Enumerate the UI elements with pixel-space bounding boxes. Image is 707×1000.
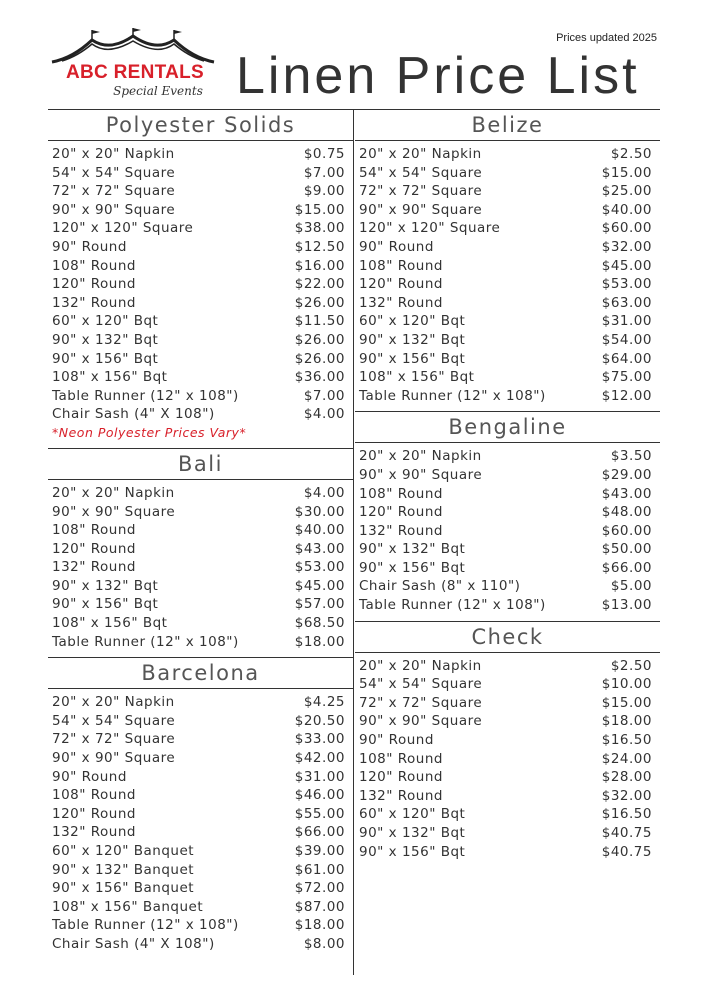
item-price: $16.50 <box>601 732 652 749</box>
section-title: Belize <box>355 110 660 141</box>
item-price: $12.00 <box>601 387 652 404</box>
item-price: $20.50 <box>294 712 345 729</box>
item-name: 108" x 156" Bqt <box>52 615 168 632</box>
item-list <box>355 443 660 620</box>
item-price: $3.50 <box>610 448 652 465</box>
price-row <box>359 768 652 787</box>
item-name: Chair Sash (4" X 108") <box>52 935 215 952</box>
item-price: $22.00 <box>294 276 345 293</box>
price-row <box>359 559 652 578</box>
item-name: 120" Round <box>359 769 443 786</box>
price-row <box>359 503 652 522</box>
price-row <box>52 805 345 824</box>
item-name: 90" x 132" Bqt <box>359 541 466 558</box>
item-price: $31.00 <box>294 768 345 785</box>
item-price: $13.00 <box>601 597 652 614</box>
item-price: $32.00 <box>601 238 652 255</box>
price-row <box>52 201 345 220</box>
item-name: Table Runner (12" x 108") <box>52 633 239 650</box>
item-price: $4.00 <box>303 406 345 423</box>
item-name: 120" Round <box>359 504 443 521</box>
price-section <box>48 657 353 959</box>
item-price: $2.50 <box>610 146 652 162</box>
item-price: $18.00 <box>294 633 345 650</box>
price-row <box>52 558 345 577</box>
logo-name: ABC RENTALS <box>65 62 205 83</box>
price-row <box>52 768 345 787</box>
price-row <box>359 182 652 201</box>
price-section <box>48 448 353 657</box>
item-name: 90" x 90" Square <box>359 713 483 730</box>
item-name: 108" x 156" Bqt <box>359 369 475 386</box>
item-name: 90" Round <box>359 238 434 255</box>
price-row <box>359 466 652 485</box>
item-list <box>48 480 353 657</box>
price-row <box>52 145 345 164</box>
item-name: 90" x 90" Square <box>52 201 176 218</box>
item-price: $36.00 <box>294 369 345 386</box>
item-price: $16.50 <box>601 806 652 823</box>
item-name: 120" Round <box>359 276 443 293</box>
item-price: $24.00 <box>601 750 652 767</box>
item-price: $63.00 <box>601 294 652 311</box>
item-name: 90" Round <box>52 768 127 785</box>
item-price: $61.00 <box>294 861 345 878</box>
price-row <box>359 577 652 596</box>
item-name: 54" x 54" Square <box>52 712 176 729</box>
price-row <box>52 935 345 954</box>
item-name: 132" Round <box>359 522 443 539</box>
price-row <box>359 824 652 843</box>
item-price: $75.00 <box>601 369 652 386</box>
item-name: 90" x 156" Bqt <box>359 843 466 860</box>
item-price: $26.00 <box>294 331 345 348</box>
item-name: 90" x 156" Bqt <box>359 559 466 576</box>
item-name: 20" x 20" Napkin <box>359 657 482 674</box>
price-row <box>52 238 345 257</box>
price-row <box>359 294 652 313</box>
item-name: 90" x 156" Bqt <box>359 350 466 367</box>
price-row <box>359 712 652 731</box>
section-title: Bali <box>48 449 353 480</box>
item-price: $68.50 <box>294 615 345 632</box>
item-price: $60.00 <box>601 522 652 539</box>
item-name: 54" x 54" Square <box>52 164 176 181</box>
item-price: $30.00 <box>294 503 345 520</box>
logo <box>48 28 218 104</box>
price-row <box>359 657 652 676</box>
item-name: 120" x 120" Square <box>52 220 194 237</box>
right-column <box>355 110 660 867</box>
item-price: $8.00 <box>303 935 345 952</box>
item-list <box>355 653 660 868</box>
item-name: 108" Round <box>359 485 443 502</box>
item-price: $11.50 <box>294 313 345 330</box>
item-price: $55.00 <box>294 805 345 822</box>
price-row <box>52 312 345 331</box>
price-section <box>48 110 353 448</box>
item-price: $40.75 <box>601 843 652 860</box>
price-row <box>52 294 345 313</box>
item-name: 72" x 72" Square <box>52 183 176 200</box>
price-row <box>359 805 652 824</box>
item-price: $15.00 <box>601 164 652 181</box>
item-name: 90" x 132" Bqt <box>52 331 159 348</box>
item-list <box>48 689 353 959</box>
price-row <box>359 596 652 615</box>
price-row <box>52 633 345 652</box>
price-row <box>359 387 652 406</box>
item-price: $26.00 <box>294 294 345 311</box>
item-name: 90" x 156" Banquet <box>52 880 195 897</box>
item-price: $46.00 <box>294 787 345 804</box>
price-section <box>355 621 660 868</box>
item-price: $66.00 <box>601 559 652 576</box>
price-row <box>359 540 652 559</box>
section-title: Barcelona <box>48 658 353 689</box>
item-name: 108" x 156" Banquet <box>52 898 204 915</box>
item-name: 132" Round <box>359 787 443 804</box>
item-name: 90" x 132" Bqt <box>359 331 466 348</box>
price-row <box>52 368 345 387</box>
item-price: $38.00 <box>294 220 345 237</box>
item-price: $40.00 <box>601 201 652 218</box>
item-price: $43.00 <box>294 540 345 557</box>
price-row <box>52 540 345 559</box>
item-name: 20" x 20" Napkin <box>359 146 482 162</box>
item-name: Table Runner (12" x 108") <box>52 917 239 934</box>
item-price: $40.00 <box>294 522 345 539</box>
price-row <box>52 350 345 369</box>
price-row <box>52 749 345 768</box>
item-name: Chair Sash (4" X 108") <box>52 406 215 423</box>
item-price: $12.50 <box>294 238 345 255</box>
price-row <box>52 861 345 880</box>
item-name: 72" x 72" Square <box>359 183 483 200</box>
item-price: $50.00 <box>601 541 652 558</box>
price-row <box>52 182 345 201</box>
item-name: 120" Round <box>52 276 136 293</box>
left-column <box>48 110 353 960</box>
item-name: 132" Round <box>52 824 136 841</box>
item-price: $16.00 <box>294 257 345 274</box>
item-name: 90" x 132" Bqt <box>52 577 159 594</box>
item-name: 60" x 120" Banquet <box>52 843 195 859</box>
item-price: $18.00 <box>601 713 652 730</box>
price-row <box>52 916 345 935</box>
price-row <box>52 786 345 805</box>
item-price: $28.00 <box>601 769 652 786</box>
item-price: $0.75 <box>303 146 345 162</box>
price-row <box>52 823 345 842</box>
item-name: 90" x 156" Bqt <box>52 350 159 367</box>
item-name: 120" Round <box>52 540 136 557</box>
column-divider <box>353 109 354 975</box>
price-row <box>52 577 345 596</box>
item-name: 54" x 54" Square <box>359 676 483 693</box>
price-row <box>52 898 345 917</box>
item-price: $53.00 <box>294 559 345 576</box>
item-name: 60" x 120" Bqt <box>359 806 466 823</box>
item-price: $48.00 <box>601 504 652 521</box>
item-name: 90" x 132" Bqt <box>359 825 466 841</box>
item-price: $57.00 <box>294 596 345 613</box>
price-row <box>52 484 345 503</box>
price-row <box>52 879 345 898</box>
item-price: $87.00 <box>294 898 345 915</box>
item-price: $9.00 <box>303 183 345 200</box>
price-row <box>359 350 652 369</box>
item-name: 90" x 132" Banquet <box>52 861 195 878</box>
price-section <box>355 411 660 620</box>
price-row <box>52 503 345 522</box>
item-price: $60.00 <box>601 220 652 237</box>
item-name: Table Runner (12" x 108") <box>359 597 546 614</box>
logo-tagline: Special Events <box>113 84 203 98</box>
price-row <box>52 595 345 614</box>
item-price: $43.00 <box>601 485 652 502</box>
price-row <box>359 312 652 331</box>
price-row <box>52 275 345 294</box>
price-row <box>359 368 652 387</box>
item-price: $45.00 <box>601 257 652 274</box>
price-row <box>359 145 652 164</box>
item-name: 108" Round <box>359 750 443 767</box>
item-name: 132" Round <box>52 294 136 311</box>
section-title: Polyester Solids <box>48 110 353 141</box>
item-name: 20" x 20" Napkin <box>52 484 175 501</box>
item-price: $45.00 <box>294 577 345 594</box>
updated-note: Prices updated 2025 <box>556 32 657 44</box>
price-row <box>52 331 345 350</box>
price-section <box>355 110 660 411</box>
item-name: 108" Round <box>359 257 443 274</box>
price-row <box>52 693 345 712</box>
item-name: 132" Round <box>359 294 443 311</box>
item-price: $64.00 <box>601 350 652 367</box>
item-name: Chair Sash (8" x 110") <box>359 578 521 595</box>
item-name: 72" x 72" Square <box>359 694 483 711</box>
item-price: $42.00 <box>294 750 345 767</box>
item-price: $53.00 <box>601 276 652 293</box>
item-price: $25.00 <box>601 183 652 200</box>
price-row <box>359 219 652 238</box>
item-name: 20" x 20" Napkin <box>52 694 175 711</box>
price-row <box>359 787 652 806</box>
price-row <box>52 219 345 238</box>
item-name: 72" x 72" Square <box>52 731 176 748</box>
item-price: $54.00 <box>601 331 652 348</box>
price-row <box>52 164 345 183</box>
price-row <box>359 485 652 504</box>
price-row <box>359 447 652 466</box>
item-price: $4.25 <box>303 694 345 711</box>
price-row <box>359 238 652 257</box>
item-price: $29.00 <box>601 466 652 483</box>
price-row <box>359 694 652 713</box>
item-price: $7.00 <box>303 387 345 404</box>
item-name: 60" x 120" Bqt <box>359 313 466 330</box>
price-row <box>52 730 345 749</box>
item-price: $40.75 <box>601 825 652 841</box>
item-price: $2.50 <box>610 657 652 674</box>
item-name: 20" x 20" Napkin <box>359 448 482 465</box>
item-name: 108" x 156" Bqt <box>52 369 168 386</box>
item-list <box>48 141 353 448</box>
item-price: $4.00 <box>303 484 345 501</box>
item-name: 90" Round <box>359 732 434 749</box>
item-price: $15.00 <box>601 694 652 711</box>
item-name: Table Runner (12" x 108") <box>359 387 546 404</box>
item-price: $33.00 <box>294 731 345 748</box>
item-name: 90" x 90" Square <box>359 201 483 218</box>
item-name: 90" x 90" Square <box>52 503 176 520</box>
price-row <box>359 750 652 769</box>
price-row <box>52 842 345 861</box>
price-row <box>52 614 345 633</box>
item-name: 120" x 120" Square <box>359 220 501 237</box>
item-price: $66.00 <box>294 824 345 841</box>
price-row <box>359 522 652 541</box>
item-price: $15.00 <box>294 201 345 218</box>
item-name: 20" x 20" Napkin <box>52 146 175 162</box>
price-row <box>359 257 652 276</box>
item-price: $10.00 <box>601 676 652 693</box>
price-row <box>52 257 345 276</box>
price-row <box>359 275 652 294</box>
section-title: Check <box>355 622 660 653</box>
price-row <box>359 331 652 350</box>
item-price: $72.00 <box>294 880 345 897</box>
item-name: 90" x 90" Square <box>52 750 176 767</box>
item-list <box>355 141 660 411</box>
price-row <box>359 675 652 694</box>
price-row <box>359 201 652 220</box>
item-price: $18.00 <box>294 917 345 934</box>
item-name: 60" x 120" Bqt <box>52 313 159 330</box>
item-name: 54" x 54" Square <box>359 164 483 181</box>
price-row <box>52 387 345 406</box>
item-name: 108" Round <box>52 787 136 804</box>
item-name: 108" Round <box>52 522 136 539</box>
item-price: $7.00 <box>303 164 345 181</box>
price-row <box>52 521 345 540</box>
price-row <box>359 843 652 862</box>
item-price: $31.00 <box>601 313 652 330</box>
item-price: $5.00 <box>610 578 652 595</box>
item-price: $32.00 <box>601 787 652 804</box>
page-title: Linen Price List <box>236 47 640 105</box>
item-name: 132" Round <box>52 559 136 576</box>
item-price: $26.00 <box>294 350 345 367</box>
price-row <box>52 712 345 731</box>
item-name: 90" x 90" Square <box>359 466 483 483</box>
price-row <box>359 164 652 183</box>
item-name: 108" Round <box>52 257 136 274</box>
item-name: 90" Round <box>52 238 127 255</box>
item-price: $39.00 <box>294 843 345 859</box>
item-name: 120" Round <box>52 805 136 822</box>
item-name: Table Runner (12" x 108") <box>52 387 239 404</box>
section-note: *Neon Polyester Prices Vary* <box>52 424 247 440</box>
section-title: Bengaline <box>355 412 660 443</box>
price-row <box>359 731 652 750</box>
price-row <box>52 405 345 424</box>
item-name: 90" x 156" Bqt <box>52 596 159 613</box>
